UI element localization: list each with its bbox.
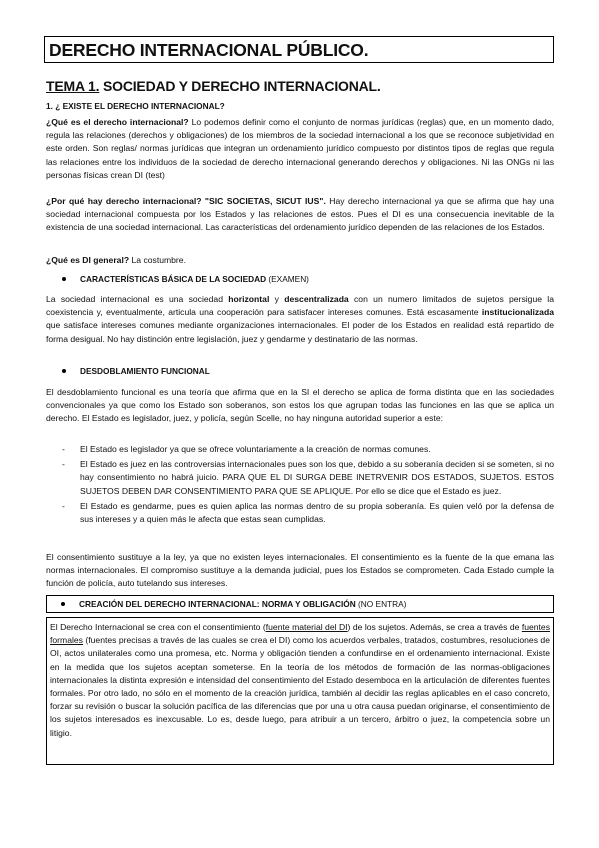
paragraph-4-bold-institucionalizada: institucionalizada: [481, 307, 554, 318]
bullet-dot-icon: [62, 369, 66, 373]
dash-marker: -: [62, 444, 65, 454]
paragraph-4-bold-descentralizada: descentralizada: [284, 294, 349, 304]
tema-label: TEMA 1.: [46, 78, 100, 94]
paragraph-2-body: Hay derecho internacional ya que se afirma que hay una sociedad internacional compuesta por los Estados y las relaciones de estos. Pues el DI es una consecuencia inevitable de la existencia de una sociedad internacional. Las características del ordenamiento jurídico dependen de las relaciones de los Estados.: [46, 196, 554, 233]
bullet-heading-1: [62, 274, 309, 284]
paragraph-7-text-a: El Derecho Internacional se crea con el consentimiento (: [50, 622, 266, 632]
document-title: DERECHO INTERNACIONAL PÚBLICO.: [49, 40, 369, 60]
paragraph-4: [46, 293, 554, 346]
bullet-heading-1-suffix: (EXAMEN): [266, 274, 309, 284]
tema-title: SOCIEDAD Y DERECHO INTERNACIONAL.: [99, 78, 381, 94]
paragraph-2: [46, 195, 554, 235]
paragraph-2-question: ¿Por qué hay derecho internacional? "SIC SOCIETAS, SICUT IUS".: [46, 196, 326, 206]
paragraph-4-text-a: La sociedad internacional es una sociedad: [46, 294, 229, 304]
list-item: [60, 443, 554, 456]
paragraph-4-text-e: que satisface intereses comunes mediante organizaciones internacionales. El poder de los Estados en realidad está repartido de forma desigual. No hay distinción entre legislación, juez y gendarme y destinatario de las normas.: [46, 320, 554, 344]
dash-list: [60, 443, 554, 526]
paragraph-7-text-b: ) de los sujetos. Además, se crea a través de: [347, 622, 522, 632]
bullet-heading-3-suffix: (NO ENTRA): [355, 599, 407, 609]
paragraph-7-underline-1: fuente material del DI: [265, 622, 348, 632]
section-heading-1: 1. ¿ EXISTE EL DERECHO INTERNACIONAL?: [46, 101, 225, 111]
bullet-heading-1-text: CARACTERÍSTICAS BÁSICA DE LA SOCIEDAD: [80, 274, 267, 284]
list-item: [60, 500, 554, 526]
paragraph-1: [46, 116, 554, 182]
bullet-heading-2: [62, 366, 210, 376]
creation-box: [46, 617, 554, 765]
dash-marker: -: [62, 500, 65, 511]
bullet-dot-icon: [61, 602, 65, 606]
paragraph-1-body: Lo podemos definir como el conjunto de normas jurídicas (reglas) que, en un momento dado, regula las relaciones (derechos y obligaciones) de los miembros de la sociedad internacional a los que se reconoce subjetividad en este orden. Son reglas/ normas jurídicas que integran un ordenamiento jurídico compuesto por distintos tipos de reglas que regula las relaciones entre los individuos de la sociedad de derecho internacional generando derechos y obligaciones. Ni las ONGs ni las personas físicas crean DI (test): [46, 117, 555, 180]
paragraph-3: [46, 254, 554, 267]
paragraph-4-text-c: y: [269, 294, 285, 304]
list-item-text: El Estado es legislador ya que se ofrece voluntariamente a la creación de normas comunes.: [80, 444, 431, 454]
paragraph-7-text-c: (fuentes precisas a través de las cuales se crea el DI) como los acuerdos verbales, tratados, costumbres, resoluciones de OI, actos unilaterales como una promesa, etc. Norma y obligación tienden a confundirse en el ordenamiento internacional. Existe en la medida que los sujetos aceptan someterse. En la teoría de los métodos de formación de las normas-obligaciones internacionales la distinta expresión e intensidad del consentimiento del Estado desemboca en la articulación de diferentes fuentes formales. Por otro lado, no sólo en el momento de la creación jurídica, también al decidir las reglas aplicables en el caso concreto, forzar su revisión o buscar la solución pacífica de las diferencias que por una u otra causa puedan originarse, el consentimiento de los sujetos interesados es inexcusable. Lo es, desde luego, para atribuir a un tercero, árbitro o juez, la competencia sobre un litigio.: [50, 635, 550, 738]
paragraph-5: El desdoblamiento funcional es una teoría que afirma que en la SI el derecho se aplica de forma distinta que en las sociedades convencionales ya que como los Estado son soberanos, son estos los que agrupan todas las funciones en las que se aplica un derecho. El Estado es legislador, juez, y policía, según Scelle, no hay ninguna autoridad superior a este:: [46, 387, 554, 424]
dash-marker: -: [62, 459, 65, 470]
tema-heading: [46, 78, 381, 94]
bullet-heading-3: [61, 599, 406, 609]
bullet-dot-icon: [62, 277, 66, 281]
paragraph-6: El consentimiento sustituye a la ley, ya que no existen leyes internacionales. El consentimiento es la fuente de la que emana las normas internacionales. El compromiso sustituye a la demanda judicial, pues los Estados se comprometen. Cada Estado cumple la función de policía, auto tutelando sus intereses.: [46, 552, 554, 589]
paragraph-7-underline-2: fuentes formales: [50, 622, 551, 646]
paragraph-4-bold-horizontal: horizontal: [228, 294, 270, 304]
bullet-heading-3-text: CREACIÓN DEL DERECHO INTERNACIONAL: NORMA Y OBLIGACIÓN: [79, 599, 356, 609]
paragraph-3-body: La costumbre.: [129, 255, 186, 265]
list-item-text: El Estado es juez en las controversias internacionales pues son los que, debido a su soberanía deciden si se someten, si no hay consentimiento no habrá juicio. PARA QUE EL DI SURGA DEBE INETRVENIR DOS ESTADOS, SUJETOS. ESTOS SUJETOS DEBEN DAR CONSENTIMIENTO PARA QUE SE APLIQUE. Por ello se dice que el Estado es juez.: [80, 459, 554, 496]
paragraph-3-question: ¿Qué es DI general?: [46, 255, 130, 265]
paragraph-7: [50, 621, 550, 740]
bullet-heading-2-text: DESDOBLAMIENTO FUNCIONAL: [80, 366, 210, 376]
list-item-text: El Estado es gendarme, pues es quien aplica las normas dentro de su propia soberanía. Es quien veló por la defensa de sus intereses y a quien más le afecta que estas sean cumplidas.: [80, 500, 554, 525]
paragraph-4-text-d: con un numero limitados de sujetos persigue la coexistencia y, eventualmente, articula una cooperación para satisfacer intereses comunes. Está escasamente: [46, 294, 554, 318]
list-item: [60, 458, 554, 498]
paragraph-1-question: ¿Qué es el derecho internacional?: [46, 117, 189, 127]
title-box: [44, 36, 554, 63]
bullet-heading-3-box: [46, 595, 554, 613]
